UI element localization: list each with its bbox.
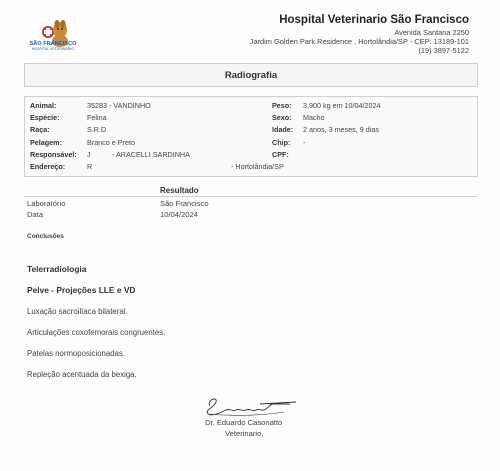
idade-value: 2 anos, 3 meses, 9 dias: [303, 125, 379, 134]
doctor-role: Veterinario,: [225, 429, 264, 438]
pelagem-label: Pelagem:: [30, 138, 62, 147]
endereco-value-end: - Hortolândia/SP: [231, 162, 284, 171]
redaction: [94, 149, 110, 159]
logo-name: SÃO FRANCISCO: [29, 41, 77, 47]
especie-label: Espécie:: [30, 113, 60, 122]
finding-item: Repleção acentuada da bexiga.: [27, 370, 137, 379]
chip-value: -: [303, 138, 306, 147]
title-box: [24, 63, 478, 87]
animal-value: 35283 - VANDINHO: [87, 101, 151, 110]
address-line-1: Avenida Santana 2250: [394, 28, 469, 37]
redaction: [94, 161, 229, 171]
result-divider: [24, 196, 478, 197]
finding-item: Articulações coxofemorais congruentes.: [27, 328, 166, 337]
responsavel-label: Responsável:: [30, 150, 77, 159]
doctor-signature: [200, 392, 300, 420]
result-row-label: Data: [27, 210, 44, 219]
cpf-label: CPF:: [272, 150, 289, 159]
phone: (19) 3897-5122: [418, 46, 469, 55]
hospital-logo-icon: [30, 14, 80, 62]
endereco-label: Endereço:: [30, 162, 66, 171]
section-title-telerradiologia: Telerradiologia: [27, 264, 87, 274]
responsavel-value-start: J: [87, 150, 91, 159]
pelagem-value: Branco e Preto: [87, 138, 135, 147]
raca-label: Raça:: [30, 125, 50, 134]
peso-value: 3,900 kg em 10/04/2024: [303, 101, 381, 110]
hospital-name: Hospital Veterinario São Francisco: [279, 14, 469, 26]
sexo-value: Macho: [303, 113, 325, 122]
result-row-label: Laboratório: [27, 199, 66, 208]
result-row-value: São Francisco: [160, 199, 209, 208]
conclusions-label: Conclusões: [27, 233, 64, 240]
section-title-pelve: Pelve - Projeções LLE e VD: [27, 285, 136, 295]
finding-item: Patelas normoposicionadas.: [27, 349, 125, 358]
responsavel-value-end: - ARACELLI SARDINHA: [112, 150, 190, 159]
animal-label: Animal:: [30, 101, 57, 110]
endereco-value-start: R: [87, 162, 93, 171]
result-row-value: 10/04/2024: [160, 210, 199, 219]
peso-label: Peso:: [272, 101, 292, 110]
logo-subtitle: HOSPITAL VETERINÁRIO: [31, 47, 75, 51]
raca-value: S.R.D: [87, 125, 107, 134]
report-title: Radiografia: [224, 70, 278, 81]
sexo-label: Sexo:: [272, 113, 292, 122]
doctor-name: Dr. Eduardo Casonatto: [205, 418, 283, 427]
idade-label: Idade:: [272, 125, 294, 134]
finding-item: Luxação sacroilíaca bilateral.: [27, 307, 128, 316]
especie-value: Felina: [87, 113, 107, 122]
result-heading: Resultado: [160, 186, 199, 195]
address-line-2: Jardim Golden Park Residence , Hortolândia/SP - CEP: 13189-101: [249, 37, 469, 46]
chip-label: Chip:: [272, 138, 291, 147]
